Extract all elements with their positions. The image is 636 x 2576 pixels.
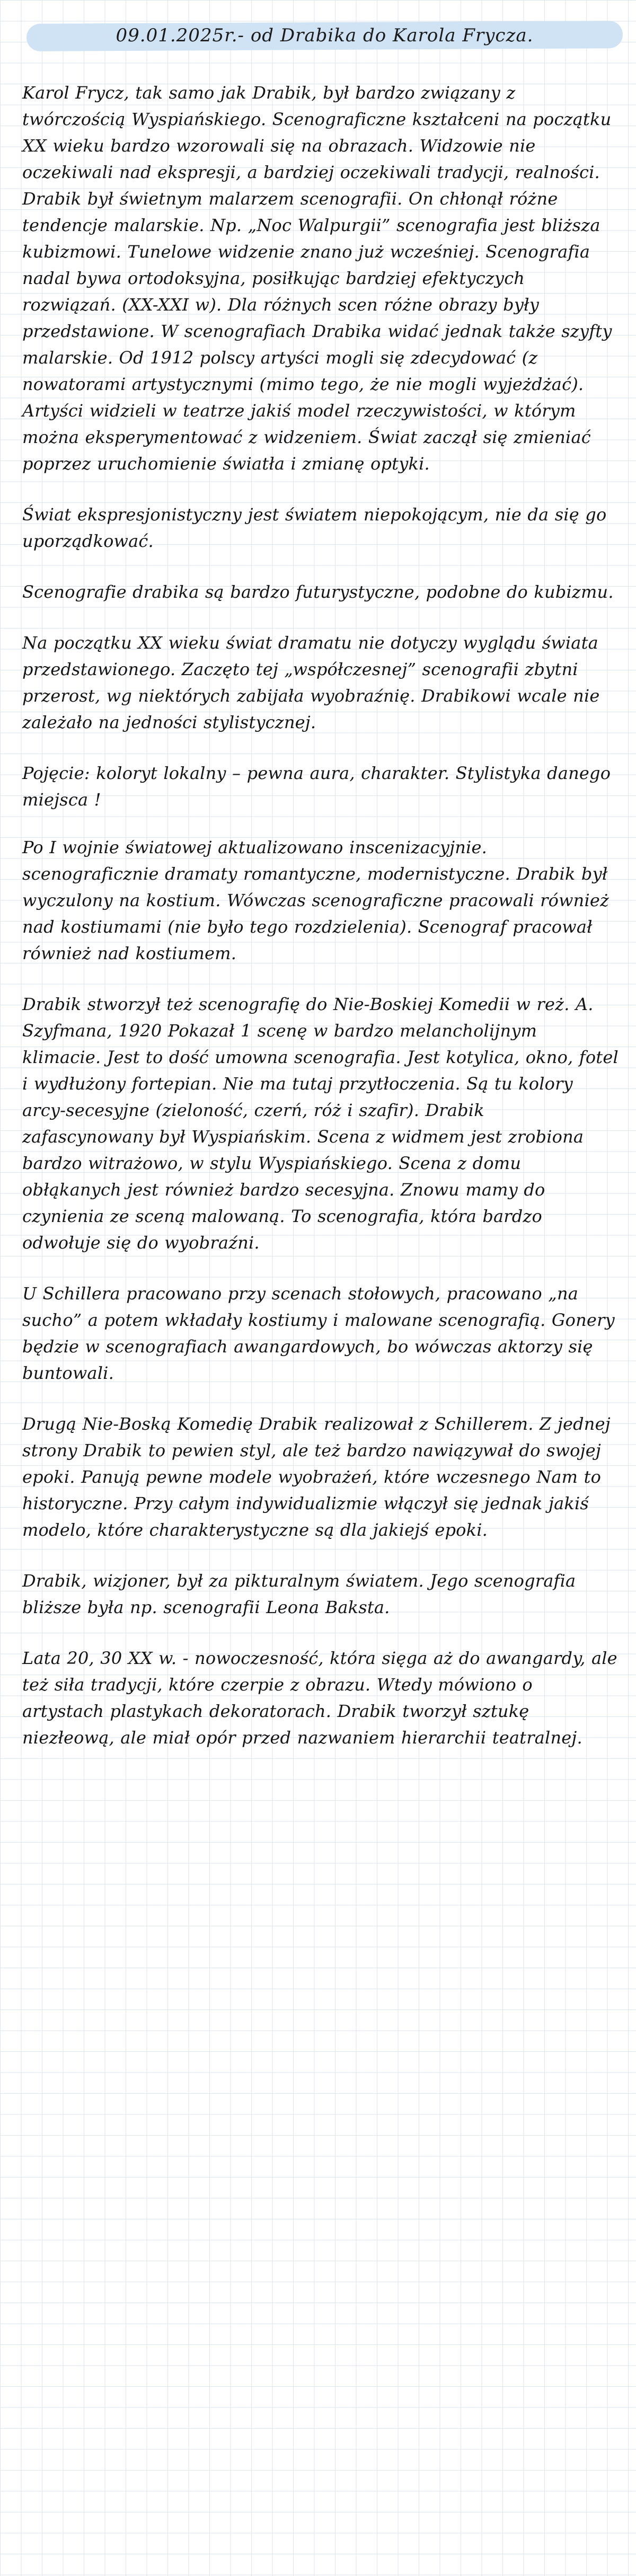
- page-title: 09.01.2025r.- od Drabika do Karola Frycza.: [116, 25, 534, 46]
- title-block: [26, 19, 623, 52]
- paragraph-frycz-intro: Karol Frycz, tak samo jak Drabik, był bardzo związany z twórczością Wyspiańskiego. Scenograficzne kształceni na początku XX wieku bardzo wzorowali się na obrazach. Widzowie nie oczekiwali nad ekspresji, a bardziej oczekiwali tradycji, realności. Drabik był świetnym malarzem scenografii. On chłonął różne tendencje malarskie. Np. „Noc Walpurgii” scenografia jest bliższa kubizmowi. Tunelowe widzenie znano już wcześniej. Scenografia nadal bywa ortodoksyjna, posiłkując bardziej efektyczych rozwiązań. (XX-XXI w). Dla różnych scen różne obrazy były przedstawione. W scenografiach Drabika widać jednak także szyfty malarskie. Od 1912 polscy artyści mogli się zdecydować (z nowatorami artystycznymi (mimo tego, że nie mogli wyjeżdżać). Artyści widzieli w teatrze jakiś model rzeczywistości, w którym można eksperymentować z widzeniem. Świat zaczął się zmieniać poprzez uruchomienie światła i zmianę optyki.: [22, 83, 612, 474]
- paragraph-futurism: Scenografie drabika są bardzo futurystyczne, podobne do kubizmu.: [22, 582, 614, 602]
- paragraph-expressionism: Świat ekspresjonistyczny jest światem niepokojącym, nie da się go uporządkować.: [22, 504, 607, 551]
- paragraph-schiller: U Schillera pracowano przy scenach stołowych, pracowano „na sucho” a potem wkładały kostiumy i malowane scenografią. Gonery będzie w scenografiach awangardowych, bo wówczas aktorzy się buntowali.: [22, 1283, 615, 1383]
- paragraph-dramatic-world: Na początku XX wieku świat dramatu nie dotyczy wyglądu świata przedstawionego. Zaczęto tej „współczesnej” scenografii zbytni przerost, wg niektórych zabijała wyobraźnię. Drabikowi wcale nie zależało na jedności stylistycznej.: [22, 633, 600, 732]
- paragraph-local-color: Pojęcie: koloryt lokalny – pewna aura, charakter. Stylistyka danego miejsca !: [22, 763, 611, 810]
- paragraph-nie-boska-komedia: Drabik stworzył też scenografię do Nie-Boskiej Komedii w reż. A. Szyfmana, 1920 Pokazał 1 scenę w bardzo melancholijnym klimacie. Jest to dość umowna scenografia. Jest kotylica, okno, fotel i wydłużony fortepian. Nie ma tutaj przytłoczenia. Są tu kolory arcy-secesyjne (zieloność, czerń, róż i szafir). Drabik zafascynowany był Wyspiańskim. Scena z widmem jest zrobiona bardzo witrażowo, w stylu Wyspiańskiego. Scena z domu obłąkanych jest również bardzo secesyjna. Znowu mamy do czynienia ze sceną malowaną. To scenografia, która bardzo odwołuje się do wyobraźni.: [22, 994, 619, 1253]
- paragraph-second-komedia: Drugą Nie-Boską Komedię Drabik realizował z Schillerem. Z jednej strony Drabik to pewien styl, ale też bardzo nawiązywał do swojej epoki. Panują pewne modele wyobrażeń, które wczesnego Nam to historyczne. Przy całym indywidualizmie włączył się jednak jakiś modelo, które charakterystyczne są dla jakiejś epoki.: [22, 1414, 611, 1540]
- paragraph-1920s-1930s: Lata 20, 30 XX w. - nowoczesność, która sięga aż do awangardy, ale też siła tradycji, które czerpie z obrazu. Wtedy mówiono o artystach plastykach dekoratorach. Drabik tworzył sztukę niezłeową, ale miał opór przed nazwaniem hierarchii teatralnej.: [22, 1648, 617, 1748]
- paragraph-post-war: Po I wojnie światowej aktualizowano inscenizacyjnie. scenograficznie dramaty romantyczne, modernistyczne. Drabik był wyczulony na kostium. Wówczas scenograficzne pracowali również nad kostiumami (nie było tego rozdzielenia). Scenograf pracował również nad kostiumem.: [22, 837, 610, 963]
- paragraph-visionary: Drabik, wizjoner, był za pikturalnym światem. Jego scenografia bliższe była np. scenografii Leona Baksta.: [22, 1571, 576, 1617]
- notes-body: [22, 79, 619, 1775]
